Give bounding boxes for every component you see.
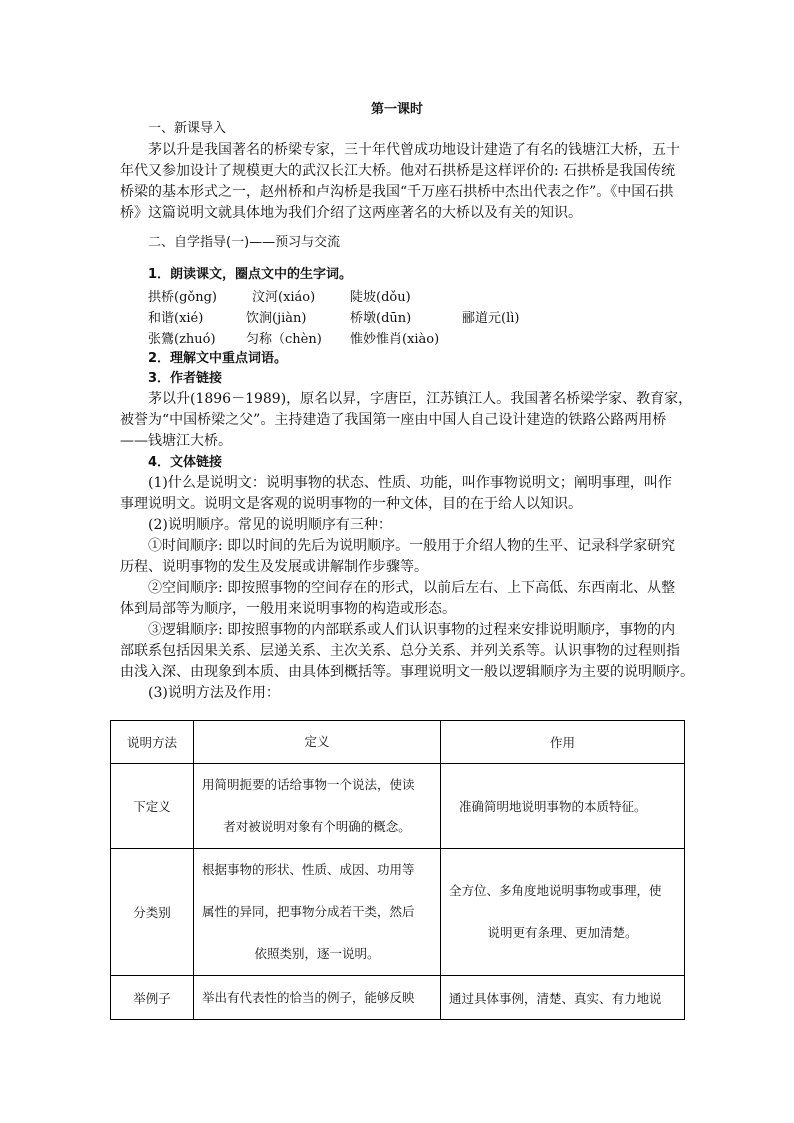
section-heading-selfstudy: 二、自学指导(一)——预习与交流	[148, 235, 341, 250]
table-header-cell: 作用	[441, 721, 685, 764]
section-heading-intro: 一、新课导入	[148, 121, 227, 136]
table-header-cell: 定义	[194, 721, 441, 764]
table-header-cell: 说明方法	[111, 721, 194, 764]
vocab-word: 桥墩(dūn)	[350, 311, 412, 326]
intro-line-3: 桥梁的基本形式之一，赵州桥和卢沟桥是我国“千万座石拱桥中杰出代表之作”。《中国石拱	[120, 184, 674, 200]
definition-line: 根据事物的形状、性质、成因、功用等	[202, 862, 415, 877]
table-row	[111, 849, 685, 976]
author-line-1: 茅以升(1896－1989)，原名以昇，字唐臣，江苏镇江人。我国著名桥梁学家、教育家，	[148, 391, 693, 407]
table-cell-method: 下定义	[111, 764, 194, 849]
genre-line-7: 体到局部等为顺序，一般用来说明事物的构造或形态。	[120, 601, 456, 617]
table-cell-method: 举例子	[111, 976, 194, 1020]
genre-line-8: ③逻辑顺序: 即按照事物的内部联系或人们认识事物的过程来安排说明顺序，事物的内	[148, 622, 676, 638]
genre-line-9: 部联系包括因果关系、层递关系、主次关系、总分关系、并列关系等。认识事物的过程则指	[120, 643, 680, 659]
table-row	[111, 764, 685, 849]
genre-line-2: 事理说明文。说明文是客观的说明事物的一种文体，目的在于给人以知识。	[120, 496, 582, 512]
table-cell-effect	[441, 976, 685, 1020]
genre-line-5: 历程、说明事物的发生及发展或讲解制作步骤等。	[120, 559, 428, 575]
explanation-methods-table	[110, 720, 685, 1020]
genre-line-11: (3)说明方法及作用：	[148, 685, 280, 701]
intro-line-2: 年代又参加设计了规模更大的武汉长江大桥。他对石拱桥是这样评价的: 石拱桥是我国传统	[120, 163, 676, 179]
genre-line-6: ②空间顺序: 即按照事物的空间存在的形式，以前后左右、上下高低、东西南北、从整	[148, 580, 676, 596]
intro-line-4: 桥》这篇说明文就具体地为我们介绍了这两座著名的大桥以及有关的知识。	[120, 205, 582, 221]
table-row	[111, 976, 685, 1020]
vocab-word: 张鷟(zhuó)	[148, 332, 216, 347]
vocab-word: 饮涧(jiàn)	[246, 311, 307, 326]
table-cell-effect	[441, 764, 685, 849]
item-3-heading: 3．作者链接	[148, 371, 223, 386]
vocab-word: 和谐(xié)	[148, 311, 204, 326]
lesson-title: 第一课时	[370, 102, 423, 117]
vocab-word: 惟妙惟肖(xiào)	[350, 332, 440, 347]
table-cell-definition	[194, 976, 441, 1020]
effect-line: 准确简明地说明事物的本质特征。	[459, 799, 647, 814]
table-cell-method: 分类别	[111, 849, 194, 976]
genre-line-1: (1)什么是说明文：说明事物的状态、性质、功能，叫作事物说明文；阐明事理，叫作	[148, 475, 672, 491]
table-cell-definition	[194, 849, 441, 976]
genre-line-3: (2)说明顺序。常见的说明顺序有三种：	[148, 517, 392, 533]
definition-line: 依照类别，逐一说明。	[254, 946, 380, 961]
vocab-word: 拱桥(gǒng)	[148, 290, 217, 305]
definition-line: 举出有代表性的恰当的例子，能够反映	[202, 989, 415, 1005]
table-cell-definition	[194, 764, 441, 849]
item-4-heading: 4．文体链接	[148, 455, 223, 470]
effect-line: 通过具体事例，清楚、真实、有力地说	[449, 990, 662, 1006]
effect-line: 说明更有条理、更加清楚。	[487, 925, 638, 940]
vocab-word: 郦道元(lì)	[462, 311, 520, 326]
effect-line: 全方位、多角度地说明事物或事理，使	[449, 883, 662, 898]
definition-line: 用简明扼要的话给事物一个说法，使读	[202, 777, 415, 792]
table-header-row	[111, 721, 685, 764]
definition-line: 属性的异同，把事物分成若干类，然后	[202, 904, 415, 919]
vocab-word: 陡坡(dǒu)	[350, 290, 411, 305]
vocab-word: 匀称（chèn)	[246, 332, 322, 347]
author-line-2: 被誉为“中国桥梁之父”。主持建造了我国第一座由中国人自己设计建造的铁路公路两用桥	[120, 412, 667, 428]
item-2-heading: 2．理解文中重点词语。	[148, 351, 288, 366]
item-1-heading: 1．朗读课文，圈点文中的生字词。	[148, 267, 353, 282]
genre-line-10: 由浅入深、由现象到本质、由具体到概括等。事理说明文一般以逻辑顺序为主要的说明顺序。	[120, 664, 694, 680]
definition-line: 者对被说明对象有个明确的概念。	[223, 819, 411, 834]
author-line-3: ——钱塘江大桥。	[120, 433, 232, 449]
intro-line-1: 茅以升是我国著名的桥梁专家，三十年代曾成功地设计建造了有名的钱塘江大桥，五十	[148, 142, 680, 158]
vocab-word: 汶河(xiáo)	[252, 290, 316, 305]
genre-line-4: ①时间顺序: 即以时间的先后为说明顺序。一般用于介绍人物的生平、记录科学家研究	[148, 538, 676, 554]
table-cell-effect	[441, 849, 685, 976]
